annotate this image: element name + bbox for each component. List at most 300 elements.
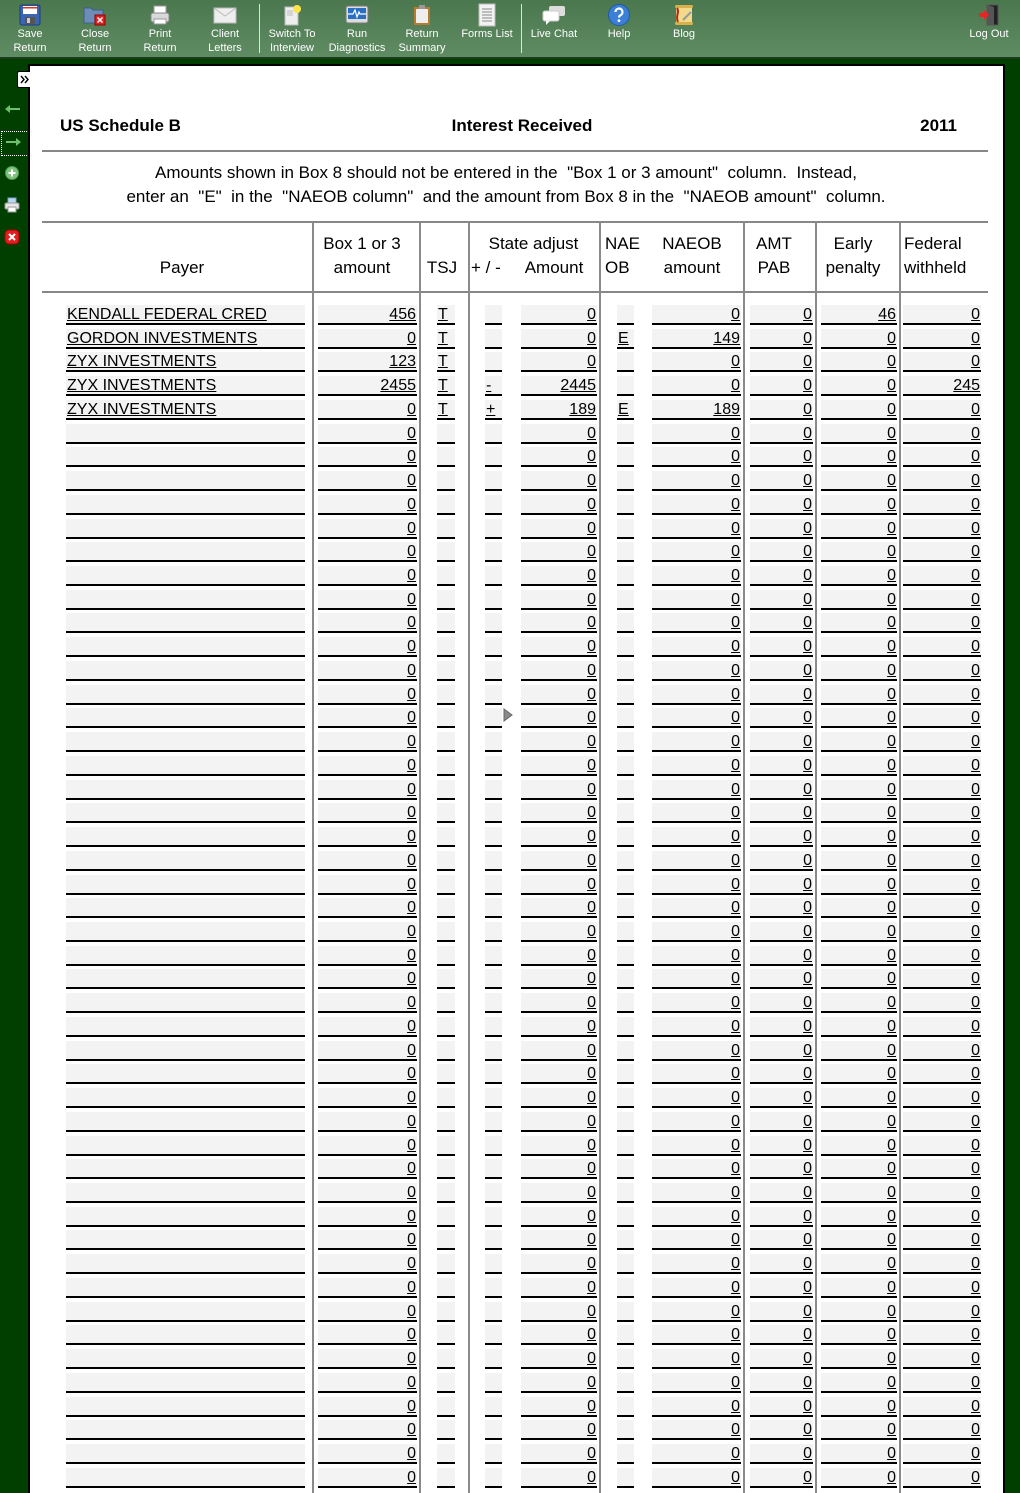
tsj-field[interactable] [437, 1278, 455, 1298]
box1-amount-field[interactable] [318, 471, 417, 491]
amt-pab-field[interactable] [750, 400, 813, 420]
naeob-amount-field[interactable] [652, 376, 741, 396]
state-plus-minus-field[interactable] [485, 756, 502, 776]
naeob-amount-field[interactable] [652, 1397, 741, 1417]
state-plus-minus-field[interactable] [485, 780, 502, 800]
payer-field[interactable] [66, 1159, 305, 1179]
early-penalty-field[interactable] [821, 946, 897, 966]
naeob-amount-field[interactable] [652, 1325, 741, 1345]
payer-field[interactable] [66, 1017, 305, 1037]
naeob-amount-field[interactable] [652, 756, 741, 776]
early-penalty-field[interactable] [821, 1183, 897, 1203]
back-arrow-button[interactable] [4, 104, 22, 116]
tsj-field[interactable] [437, 519, 455, 539]
naeob-field[interactable] [617, 1159, 634, 1179]
early-penalty-field[interactable] [821, 993, 897, 1013]
amt-pab-field[interactable] [750, 1420, 813, 1440]
tsj-field[interactable] [437, 1302, 455, 1322]
early-penalty-field[interactable] [821, 1302, 897, 1322]
naeob-amount-field[interactable] [652, 1302, 741, 1322]
early-penalty-field[interactable] [821, 424, 897, 444]
box1-amount-field[interactable] [318, 447, 417, 467]
federal-withheld-field[interactable] [903, 1254, 981, 1274]
state-amount-field[interactable] [521, 1444, 597, 1464]
early-penalty-field[interactable] [821, 1254, 897, 1274]
state-plus-minus-field[interactable] [485, 1349, 502, 1369]
federal-withheld-field[interactable] [903, 922, 981, 942]
naeob-field[interactable] [617, 946, 634, 966]
save-return-button[interactable] [0, 0, 60, 57]
state-amount-field[interactable] [521, 637, 597, 657]
tsj-field[interactable] [437, 1136, 455, 1156]
amt-pab-field[interactable] [750, 851, 813, 871]
amt-pab-field[interactable] [750, 803, 813, 823]
amt-pab-field[interactable] [750, 922, 813, 942]
box1-amount-field[interactable] [318, 305, 417, 325]
naeob-amount-field[interactable] [652, 780, 741, 800]
amt-pab-field[interactable] [750, 827, 813, 847]
naeob-field[interactable] [617, 1183, 634, 1203]
state-plus-minus-field[interactable] [485, 969, 502, 989]
amt-pab-field[interactable] [750, 613, 813, 633]
naeob-amount-field[interactable] [652, 1278, 741, 1298]
federal-withheld-field[interactable] [903, 471, 981, 491]
naeob-field[interactable] [617, 329, 634, 349]
print-return-button[interactable] [130, 0, 190, 57]
amt-pab-field[interactable] [750, 1088, 813, 1108]
state-plus-minus-field[interactable] [485, 1207, 502, 1227]
early-penalty-field[interactable] [821, 1041, 897, 1061]
amt-pab-field[interactable] [750, 756, 813, 776]
payer-field[interactable] [66, 1064, 305, 1084]
naeob-field[interactable] [617, 1088, 634, 1108]
tsj-field[interactable] [437, 1325, 455, 1345]
federal-withheld-field[interactable] [903, 1420, 981, 1440]
box1-amount-field[interactable] [318, 1468, 417, 1488]
payer-field[interactable] [66, 1278, 305, 1298]
state-plus-minus-field[interactable] [485, 875, 502, 895]
payer-field[interactable] [66, 566, 305, 586]
state-amount-field[interactable] [521, 400, 597, 420]
state-plus-minus-field[interactable] [485, 898, 502, 918]
federal-withheld-field[interactable] [903, 352, 981, 372]
box1-amount-field[interactable] [318, 922, 417, 942]
payer-field[interactable] [66, 803, 305, 823]
federal-withheld-field[interactable] [903, 969, 981, 989]
tsj-field[interactable] [437, 898, 455, 918]
federal-withheld-field[interactable] [903, 447, 981, 467]
early-penalty-field[interactable] [821, 305, 897, 325]
payer-field[interactable] [66, 851, 305, 871]
federal-withheld-field[interactable] [903, 590, 981, 610]
state-amount-field[interactable] [521, 613, 597, 633]
box1-amount-field[interactable] [318, 1397, 417, 1417]
forward-arrow-button[interactable] [4, 137, 22, 149]
state-plus-minus-field[interactable] [485, 1444, 502, 1464]
naeob-amount-field[interactable] [652, 946, 741, 966]
tsj-field[interactable] [437, 1112, 455, 1132]
tsj-field[interactable] [437, 1468, 455, 1488]
state-amount-field[interactable] [521, 1136, 597, 1156]
federal-withheld-field[interactable] [903, 685, 981, 705]
state-plus-minus-field[interactable] [485, 447, 502, 467]
early-penalty-field[interactable] [821, 1112, 897, 1132]
state-amount-field[interactable] [521, 495, 597, 515]
early-penalty-field[interactable] [821, 732, 897, 752]
naeob-amount-field[interactable] [652, 993, 741, 1013]
early-penalty-field[interactable] [821, 708, 897, 728]
payer-field[interactable] [66, 1468, 305, 1488]
early-penalty-field[interactable] [821, 1325, 897, 1345]
payer-field[interactable] [66, 827, 305, 847]
payer-field[interactable] [66, 1136, 305, 1156]
amt-pab-field[interactable] [750, 1207, 813, 1227]
federal-withheld-field[interactable] [903, 1397, 981, 1417]
federal-withheld-field[interactable] [903, 1207, 981, 1227]
state-amount-field[interactable] [521, 780, 597, 800]
early-penalty-field[interactable] [821, 827, 897, 847]
box1-amount-field[interactable] [318, 732, 417, 752]
print-side-button[interactable] [3, 198, 21, 216]
federal-withheld-field[interactable] [903, 1325, 981, 1345]
federal-withheld-field[interactable] [903, 1017, 981, 1037]
federal-withheld-field[interactable] [903, 613, 981, 633]
tsj-field[interactable] [437, 376, 455, 396]
state-amount-field[interactable] [521, 1088, 597, 1108]
box1-amount-field[interactable] [318, 803, 417, 823]
box1-amount-field[interactable] [318, 1349, 417, 1369]
federal-withheld-field[interactable] [903, 424, 981, 444]
state-plus-minus-field[interactable] [485, 400, 502, 420]
box1-amount-field[interactable] [318, 708, 417, 728]
naeob-amount-field[interactable] [652, 661, 741, 681]
tsj-field[interactable] [437, 969, 455, 989]
federal-withheld-field[interactable] [903, 1230, 981, 1250]
payer-field[interactable] [66, 661, 305, 681]
federal-withheld-field[interactable] [903, 566, 981, 586]
amt-pab-field[interactable] [750, 447, 813, 467]
naeob-amount-field[interactable] [652, 400, 741, 420]
tsj-field[interactable] [437, 590, 455, 610]
state-amount-field[interactable] [521, 590, 597, 610]
box1-amount-field[interactable] [318, 1088, 417, 1108]
state-amount-field[interactable] [521, 1207, 597, 1227]
federal-withheld-field[interactable] [903, 661, 981, 681]
payer-field[interactable] [66, 756, 305, 776]
federal-withheld-field[interactable] [903, 1136, 981, 1156]
box1-amount-field[interactable] [318, 590, 417, 610]
payer-field[interactable] [66, 1230, 305, 1250]
naeob-amount-field[interactable] [652, 1064, 741, 1084]
state-plus-minus-field[interactable] [485, 993, 502, 1013]
naeob-amount-field[interactable] [652, 969, 741, 989]
naeob-amount-field[interactable] [652, 352, 741, 372]
naeob-field[interactable] [617, 400, 634, 420]
federal-withheld-field[interactable] [903, 305, 981, 325]
box1-amount-field[interactable] [318, 1302, 417, 1322]
federal-withheld-field[interactable] [903, 495, 981, 515]
state-plus-minus-field[interactable] [485, 542, 502, 562]
early-penalty-field[interactable] [821, 376, 897, 396]
state-amount-field[interactable] [521, 993, 597, 1013]
amt-pab-field[interactable] [750, 352, 813, 372]
federal-withheld-field[interactable] [903, 1112, 981, 1132]
state-amount-field[interactable] [521, 685, 597, 705]
payer-field[interactable] [66, 780, 305, 800]
naeob-amount-field[interactable] [652, 613, 741, 633]
state-plus-minus-field[interactable] [485, 637, 502, 657]
payer-field[interactable] [66, 637, 305, 657]
payer-field[interactable] [66, 1254, 305, 1274]
payer-field[interactable] [66, 1207, 305, 1227]
early-penalty-field[interactable] [821, 613, 897, 633]
federal-withheld-field[interactable] [903, 1041, 981, 1061]
naeob-amount-field[interactable] [652, 851, 741, 871]
box1-amount-field[interactable] [318, 1159, 417, 1179]
amt-pab-field[interactable] [750, 780, 813, 800]
naeob-amount-field[interactable] [652, 1468, 741, 1488]
state-amount-field[interactable] [521, 756, 597, 776]
federal-withheld-field[interactable] [903, 875, 981, 895]
naeob-field[interactable] [617, 495, 634, 515]
state-plus-minus-field[interactable] [485, 685, 502, 705]
return-summary-button[interactable] [392, 0, 452, 57]
state-plus-minus-field[interactable] [485, 305, 502, 325]
payer-field[interactable] [66, 993, 305, 1013]
tsj-field[interactable] [437, 1183, 455, 1203]
box1-amount-field[interactable] [318, 1064, 417, 1084]
tsj-field[interactable] [437, 1397, 455, 1417]
early-penalty-field[interactable] [821, 329, 897, 349]
naeob-amount-field[interactable] [652, 637, 741, 657]
tsj-field[interactable] [437, 400, 455, 420]
state-amount-field[interactable] [521, 1112, 597, 1132]
naeob-field[interactable] [617, 1254, 634, 1274]
amt-pab-field[interactable] [750, 376, 813, 396]
early-penalty-field[interactable] [821, 590, 897, 610]
naeob-field[interactable] [617, 424, 634, 444]
box1-amount-field[interactable] [318, 1207, 417, 1227]
state-plus-minus-field[interactable] [485, 519, 502, 539]
state-amount-field[interactable] [521, 708, 597, 728]
naeob-field[interactable] [617, 542, 634, 562]
naeob-field[interactable] [617, 1207, 634, 1227]
naeob-amount-field[interactable] [652, 922, 741, 942]
naeob-amount-field[interactable] [652, 803, 741, 823]
federal-withheld-field[interactable] [903, 1373, 981, 1393]
payer-field[interactable] [66, 329, 305, 349]
early-penalty-field[interactable] [821, 898, 897, 918]
naeob-field[interactable] [617, 803, 634, 823]
federal-withheld-field[interactable] [903, 708, 981, 728]
state-amount-field[interactable] [521, 1159, 597, 1179]
amt-pab-field[interactable] [750, 1444, 813, 1464]
naeob-field[interactable] [617, 1444, 634, 1464]
naeob-amount-field[interactable] [652, 1041, 741, 1061]
naeob-amount-field[interactable] [652, 1088, 741, 1108]
state-amount-field[interactable] [521, 1183, 597, 1203]
early-penalty-field[interactable] [821, 1136, 897, 1156]
amt-pab-field[interactable] [750, 1017, 813, 1037]
naeob-amount-field[interactable] [652, 1349, 741, 1369]
state-amount-field[interactable] [521, 969, 597, 989]
naeob-amount-field[interactable] [652, 1017, 741, 1037]
box1-amount-field[interactable] [318, 637, 417, 657]
tsj-field[interactable] [437, 471, 455, 491]
client-letters-button[interactable] [195, 0, 255, 57]
naeob-field[interactable] [617, 708, 634, 728]
payer-field[interactable] [66, 1183, 305, 1203]
help-button[interactable] [589, 0, 649, 57]
tsj-field[interactable] [437, 424, 455, 444]
federal-withheld-field[interactable] [903, 1183, 981, 1203]
tsj-field[interactable] [437, 1230, 455, 1250]
payer-field[interactable] [66, 352, 305, 372]
state-plus-minus-field[interactable] [485, 1302, 502, 1322]
naeob-field[interactable] [617, 305, 634, 325]
federal-withheld-field[interactable] [903, 542, 981, 562]
naeob-amount-field[interactable] [652, 495, 741, 515]
naeob-amount-field[interactable] [652, 1420, 741, 1440]
payer-field[interactable] [66, 590, 305, 610]
state-amount-field[interactable] [521, 1017, 597, 1037]
state-plus-minus-field[interactable] [485, 732, 502, 752]
payer-field[interactable] [66, 1420, 305, 1440]
early-penalty-field[interactable] [821, 1373, 897, 1393]
amt-pab-field[interactable] [750, 305, 813, 325]
naeob-field[interactable] [617, 969, 634, 989]
state-plus-minus-field[interactable] [485, 1254, 502, 1274]
state-plus-minus-field[interactable] [485, 1230, 502, 1250]
federal-withheld-field[interactable] [903, 1064, 981, 1084]
federal-withheld-field[interactable] [903, 756, 981, 776]
payer-field[interactable] [66, 1088, 305, 1108]
early-penalty-field[interactable] [821, 1444, 897, 1464]
early-penalty-field[interactable] [821, 1349, 897, 1369]
box1-amount-field[interactable] [318, 875, 417, 895]
naeob-field[interactable] [617, 685, 634, 705]
state-plus-minus-field[interactable] [485, 1088, 502, 1108]
tsj-field[interactable] [437, 875, 455, 895]
state-amount-field[interactable] [521, 1373, 597, 1393]
state-amount-field[interactable] [521, 1230, 597, 1250]
amt-pab-field[interactable] [750, 1468, 813, 1488]
naeob-field[interactable] [617, 732, 634, 752]
early-penalty-field[interactable] [821, 400, 897, 420]
amt-pab-field[interactable] [750, 1112, 813, 1132]
naeob-field[interactable] [617, 613, 634, 633]
tsj-field[interactable] [437, 1420, 455, 1440]
naeob-amount-field[interactable] [652, 590, 741, 610]
payer-field[interactable] [66, 732, 305, 752]
payer-field[interactable] [66, 898, 305, 918]
early-penalty-field[interactable] [821, 922, 897, 942]
box1-amount-field[interactable] [318, 1230, 417, 1250]
naeob-field[interactable] [617, 519, 634, 539]
state-plus-minus-field[interactable] [485, 1468, 502, 1488]
naeob-field[interactable] [617, 1373, 634, 1393]
federal-withheld-field[interactable] [903, 1444, 981, 1464]
naeob-amount-field[interactable] [652, 542, 741, 562]
tsj-field[interactable] [437, 495, 455, 515]
naeob-field[interactable] [617, 566, 634, 586]
early-penalty-field[interactable] [821, 661, 897, 681]
naeob-amount-field[interactable] [652, 447, 741, 467]
amt-pab-field[interactable] [750, 1230, 813, 1250]
box1-amount-field[interactable] [318, 1183, 417, 1203]
state-amount-field[interactable] [521, 1420, 597, 1440]
box1-amount-field[interactable] [318, 566, 417, 586]
tsj-field[interactable] [437, 637, 455, 657]
naeob-amount-field[interactable] [652, 708, 741, 728]
state-plus-minus-field[interactable] [485, 827, 502, 847]
payer-field[interactable] [66, 376, 305, 396]
state-amount-field[interactable] [521, 352, 597, 372]
naeob-field[interactable] [617, 1136, 634, 1156]
early-penalty-field[interactable] [821, 519, 897, 539]
state-amount-field[interactable] [521, 376, 597, 396]
box1-amount-field[interactable] [318, 1041, 417, 1061]
payer-field[interactable] [66, 424, 305, 444]
state-amount-field[interactable] [521, 1254, 597, 1274]
naeob-amount-field[interactable] [652, 1207, 741, 1227]
state-amount-field[interactable] [521, 827, 597, 847]
federal-withheld-field[interactable] [903, 827, 981, 847]
state-plus-minus-field[interactable] [485, 613, 502, 633]
amt-pab-field[interactable] [750, 542, 813, 562]
federal-withheld-field[interactable] [903, 1088, 981, 1108]
naeob-field[interactable] [617, 1064, 634, 1084]
naeob-amount-field[interactable] [652, 329, 741, 349]
naeob-field[interactable] [617, 661, 634, 681]
box1-amount-field[interactable] [318, 1444, 417, 1464]
tsj-field[interactable] [437, 780, 455, 800]
early-penalty-field[interactable] [821, 803, 897, 823]
tsj-field[interactable] [437, 661, 455, 681]
federal-withheld-field[interactable] [903, 993, 981, 1013]
federal-withheld-field[interactable] [903, 519, 981, 539]
tsj-field[interactable] [437, 1088, 455, 1108]
federal-withheld-field[interactable] [903, 1159, 981, 1179]
state-amount-field[interactable] [521, 946, 597, 966]
state-amount-field[interactable] [521, 471, 597, 491]
state-amount-field[interactable] [521, 1325, 597, 1345]
early-penalty-field[interactable] [821, 969, 897, 989]
early-penalty-field[interactable] [821, 851, 897, 871]
box1-amount-field[interactable] [318, 1136, 417, 1156]
state-plus-minus-field[interactable] [485, 495, 502, 515]
tsj-field[interactable] [437, 851, 455, 871]
state-plus-minus-field[interactable] [485, 1017, 502, 1037]
naeob-field[interactable] [617, 1017, 634, 1037]
box1-amount-field[interactable] [318, 329, 417, 349]
amt-pab-field[interactable] [750, 1302, 813, 1322]
federal-withheld-field[interactable] [903, 637, 981, 657]
amt-pab-field[interactable] [750, 993, 813, 1013]
state-plus-minus-field[interactable] [485, 803, 502, 823]
box1-amount-field[interactable] [318, 613, 417, 633]
state-plus-minus-field[interactable] [485, 1373, 502, 1393]
state-plus-minus-field[interactable] [485, 1112, 502, 1132]
naeob-field[interactable] [617, 922, 634, 942]
box1-amount-field[interactable] [318, 1112, 417, 1132]
payer-field[interactable] [66, 447, 305, 467]
state-plus-minus-field[interactable] [485, 1183, 502, 1203]
naeob-field[interactable] [617, 1397, 634, 1417]
state-amount-field[interactable] [521, 1041, 597, 1061]
box1-amount-field[interactable] [318, 827, 417, 847]
naeob-amount-field[interactable] [652, 1230, 741, 1250]
